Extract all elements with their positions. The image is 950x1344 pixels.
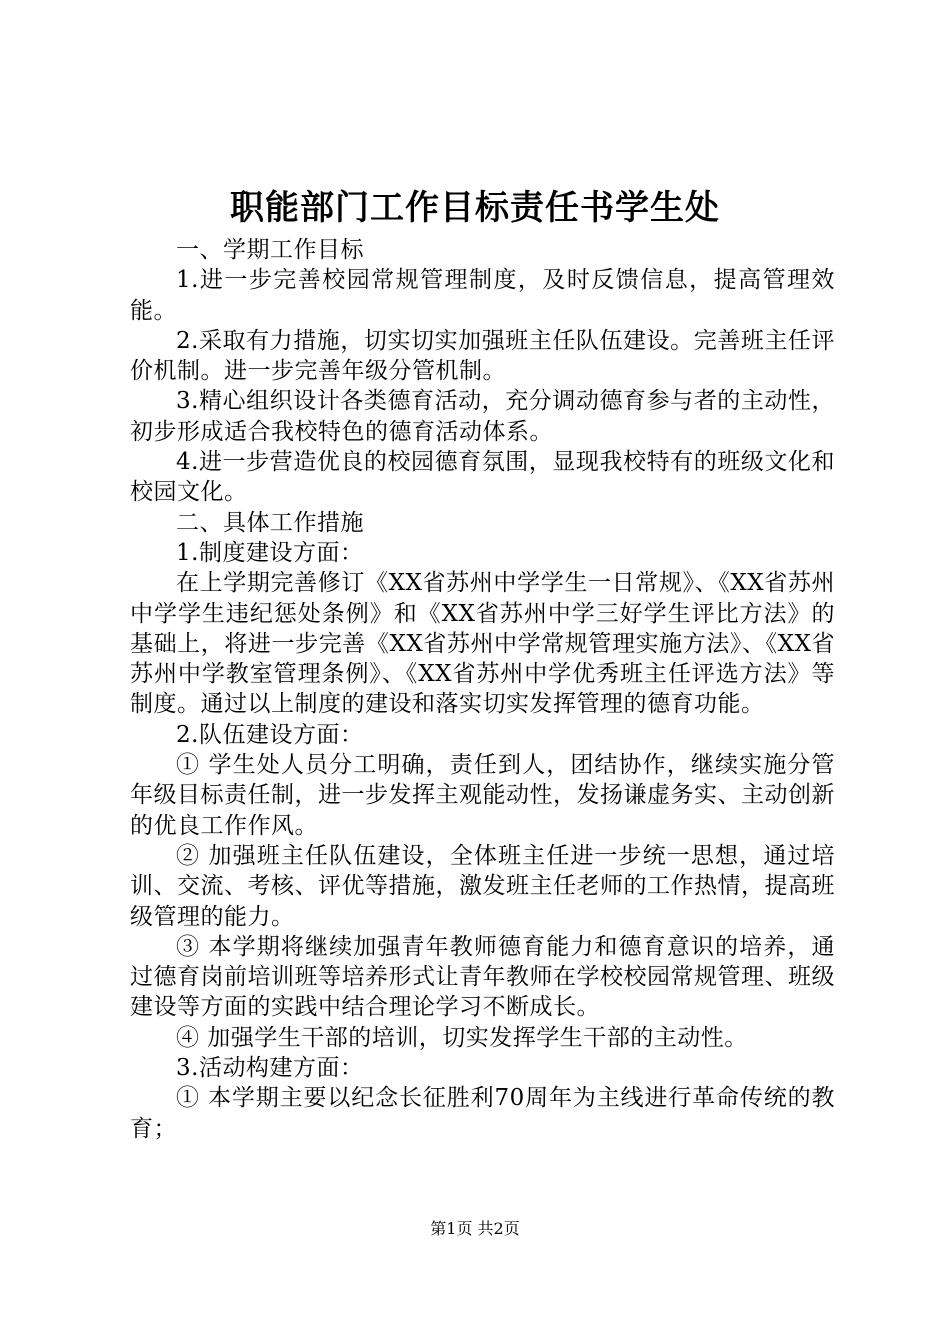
goal-item-1: 1.进一步完善校园常规管理制度，及时反馈信息，提高管理效能。 (130, 267, 835, 324)
team-item-1: ① 学生处人员分工明确，责任到人，团结协作，继续实施分管年级目标责任制，进一步发挥主观能动性，发扬谦虚务实、主动创新的优良工作作风。 (130, 752, 835, 839)
goal-item-3: 3.精心组织设计各类德育活动，充分调动德育参与者的主动性，初步形成适合我校特色的德育活动体系。 (130, 388, 835, 445)
document-title: 职能部门工作目标责任书学生处 (230, 188, 720, 228)
goal-item-2: 2.采取有力措施，切实切实加强班主任队伍建设。完善班主任评价机制。进一步完善年级分管机制。 (130, 327, 835, 385)
team-item-2: ② 加强班主任队伍建设，全体班主任进一步统一思想，通过培训、交流、考核、评优等措施，激发班主任老师的工作热情，提高班级管理的能力。 (130, 842, 835, 930)
goal-item-4: 4.进一步营造优良的校园德育氛围，显现我校特有的班级文化和校园文化。 (130, 449, 835, 506)
activity-item-1: ① 本学期主要以纪念长征胜利70周年为主线进行革命传统的教育； (130, 1085, 835, 1142)
section-heading-measures: 二、具体工作措施 (176, 509, 364, 536)
document-body (130, 235, 835, 1144)
measure-heading-system: 1.制度建设方面： (176, 539, 364, 566)
measure-system-text: 在上学期完善修订《XX省苏州中学学生一日常规》、《XX省苏州中学学生违纪惩处条例》和《XX省苏州中学三好学生评比方法》的基础上，将进一步完善《XX省苏州中学常规管理实施方法》、《XX省苏州中学教室管理条例》、《XX省苏州中学优秀班主任评选方法》等制度。通过以上制度的建设和落实切实发挥管理的德育功能。 (130, 570, 835, 718)
measure-heading-activity: 3.活动构建方面： (176, 1055, 364, 1082)
measure-heading-team: 2.队伍建设方面： (176, 721, 364, 748)
page-footer: 第1页 共2页 (430, 1219, 520, 1238)
team-item-4: ④ 加强学生干部的培训，切实发挥学生干部的主动性。 (176, 1024, 748, 1051)
section-heading-goals: 一、学期工作目标 (176, 237, 364, 263)
team-item-3: ③ 本学期将继续加强青年教师德育能力和德育意识的培养，通过德育岗前培训班等培养形式让青年教师在学校校园常规管理、班级建设等方面的实践中结合理论学习不断成长。 (130, 933, 835, 1021)
